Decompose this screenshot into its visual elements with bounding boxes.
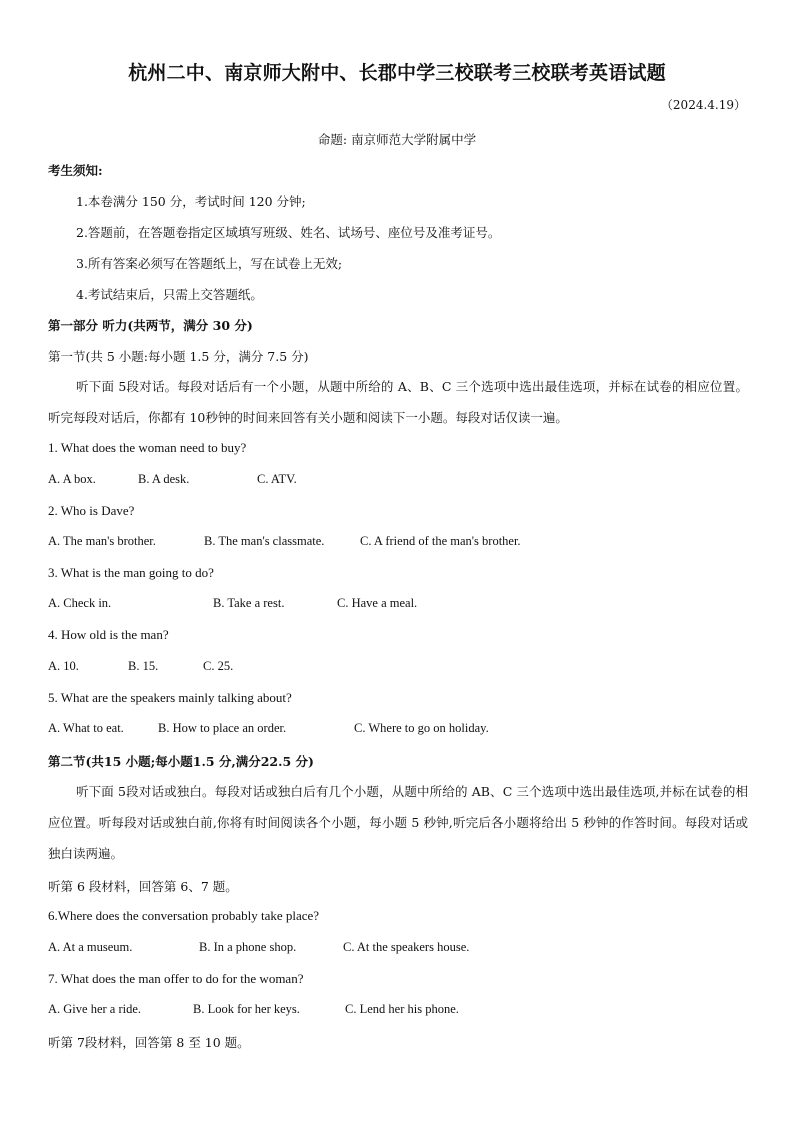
option-b: B. The man's classmate. <box>204 534 325 548</box>
section2-heading: 第二节(共15 小题;每小题1.5 分,满分22.5 分) <box>48 754 314 769</box>
option-c: C. Lend her his phone. <box>345 1002 459 1016</box>
option-a: A. Give her a ride. <box>48 1002 142 1016</box>
exam-author: 命题: 南京师范大学附属中学 <box>317 132 477 147</box>
question-2: 2. Who is Dave? <box>48 503 135 518</box>
option-b: B. How to place an order. <box>158 721 287 735</box>
notice-item: 3.所有答案必须写在答题纸上，写在试卷上无效; <box>76 256 343 271</box>
option-b: B. 15. <box>128 659 159 673</box>
notice-item: 1.本卷满分 150 分，考试时间 120 分钟; <box>76 194 306 209</box>
material-6-note: 听第 6 段材料，回答第 6、7 题。 <box>48 879 238 894</box>
option-a: A. What to eat. <box>48 721 124 735</box>
option-c: C. ATV. <box>257 472 297 486</box>
option-a: A. The man's brother. <box>48 534 156 548</box>
option-c: C. 25. <box>203 659 234 673</box>
exam-date: （2024.4.19） <box>660 98 746 112</box>
section2-instructions: 听下面 5段对话或独白。每段对话或独白后有几个小题，从题中所给的 AB、C 三个选项中选出最佳选项,并标在试卷的相应位置。听每段对话或独白前,你将有时间阅读各个小题，每小题 5 秒钟,听完后各小题将给出 5 秒钟的作答时间。每段对话或独白读两遍。 <box>48 784 748 861</box>
question-3: 3. What is the man going to do? <box>48 565 214 580</box>
part1-heading: 第一部分 听力(共两节，满分 30 分) <box>48 318 253 333</box>
option-b: B. Take a rest. <box>213 596 285 610</box>
question-4: 4. How old is the man? <box>48 627 169 642</box>
option-a: A. At a museum. <box>48 940 133 954</box>
option-a: A. 10. <box>48 659 79 673</box>
option-b: B. A desk. <box>138 472 190 486</box>
section1-instructions: 听下面 5段对话。每段对话后有一个小题，从题中所给的 A、B、C 三个选项中选出最佳选项，并标在试卷的相应位置。听完每段对话后，你都有 10秒钟的时间来回答有关小题和阅读下一小题。每段对话仅读一遍。 <box>48 379 748 425</box>
question-5: 5. What are the speakers mainly talking about? <box>48 690 292 705</box>
question-1: 1. What does the woman need to buy? <box>48 440 247 455</box>
option-c: C. A friend of the man's brother. <box>360 534 521 548</box>
notice-item: 4.考试结束后，只需上交答题纸。 <box>76 287 263 302</box>
option-b: B. Look for her keys. <box>193 1002 300 1016</box>
exam-title: 杭州二中、南京师大附中、长郡中学三校联考三校联考英语试题 <box>128 62 666 84</box>
question-6: 6.Where does the conversation probably take place? <box>48 908 320 923</box>
material-7-note: 听第 7段材料，回答第 8 至 10 题。 <box>48 1035 250 1050</box>
notice-heading: 考生须知: <box>48 163 103 178</box>
option-a: A. Check in. <box>48 596 112 610</box>
notice-item: 2.答题前，在答题卷指定区域填写班级、姓名、试场号、座位号及准考证号。 <box>76 225 501 240</box>
option-b: B. In a phone shop. <box>199 940 297 954</box>
question-7: 7. What does the man offer to do for the woman? <box>48 971 304 986</box>
option-a: A. A box. <box>48 472 96 486</box>
option-c: C. Have a meal. <box>337 596 418 610</box>
option-c: C. At the speakers house. <box>343 940 470 954</box>
section1-heading: 第一节(共 5 小题:每小题 1.5 分，满分 7.5 分) <box>48 349 309 364</box>
option-c: C. Where to go on holiday. <box>354 721 489 735</box>
